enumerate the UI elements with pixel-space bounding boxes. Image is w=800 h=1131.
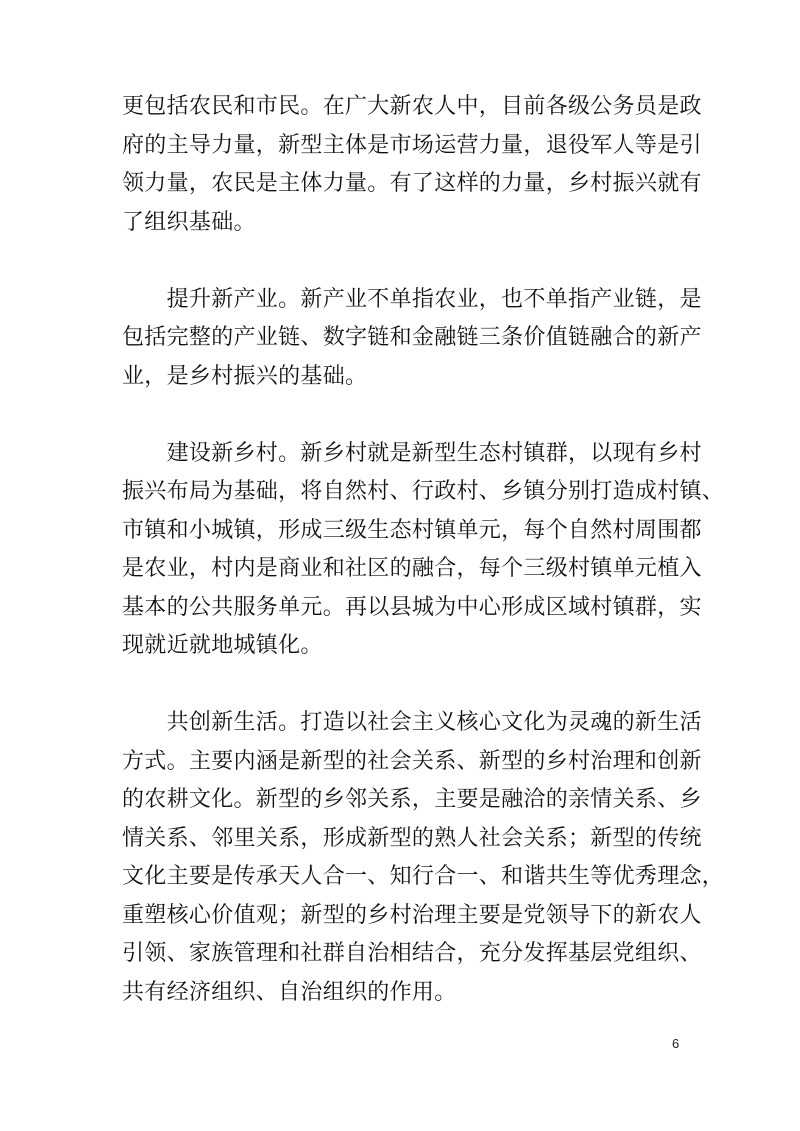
text-line: 情关系、邻里关系，形成新型的熟人社会关系；新型的传统 — [122, 825, 702, 851]
paragraph-spacer — [122, 242, 682, 281]
paragraph-2 — [122, 281, 702, 397]
text-line: 重塑核心价值观；新型的乡村治理主要是党领导下的新农人 — [122, 902, 702, 928]
text-line: 共有经济组织、自治组织的作用。 — [122, 979, 457, 1005]
text-line: 是农业，村内是商业和社区的融合，每个三级村镇单元植入 — [122, 556, 702, 581]
paragraph-spacer — [122, 396, 682, 435]
text-line: 领力量，农民是主体力量。有了这样的力量，乡村振兴就有 — [122, 171, 702, 196]
text-line: 建设新乡村。新乡村就是新型生态村镇群，以现有乡村 — [122, 440, 702, 466]
paragraph-4 — [122, 704, 725, 1012]
body-text — [122, 88, 725, 1012]
text-line: 基本的公共服务单元。再以县城为中心形成区域村镇群，实 — [122, 594, 702, 620]
text-line: 更包括农民和市民。在广大新农人中，目前各级公务员是政 — [122, 94, 702, 119]
text-line: 了组织基础。 — [122, 209, 256, 235]
text-line: 的农耕文化。新型的乡邻关系，主要是融洽的亲情关系、乡 — [122, 787, 702, 812]
text-line: 文化主要是传承天人合一、知行合一、和谐共生等优秀理念， — [122, 864, 725, 889]
text-line: 提升新产业。新产业不单指农业，也不单指产业链，是 — [122, 286, 702, 312]
text-line: 方式。主要内涵是新型的社会关系、新型的乡村治理和创新 — [122, 748, 702, 774]
text-line: 府的主导力量，新型主体是市场运营力量，退役军人等是引 — [122, 132, 702, 158]
text-line: 业，是乡村振兴的基础。 — [122, 363, 368, 389]
text-line: 引领、家族管理和社群自治相结合，充分发挥基层党组织、 — [122, 941, 702, 966]
text-line: 包括完整的产业链、数字链和金融链三条价值链融合的新产 — [122, 325, 702, 350]
paragraph-spacer — [122, 666, 682, 705]
text-line: 共创新生活。打造以社会主义核心文化为灵魂的新生活 — [122, 710, 702, 735]
paragraph-3 — [122, 435, 725, 666]
text-line: 现就近就地城镇化。 — [122, 633, 323, 658]
text-line: 市镇和小城镇，形成三级生态村镇单元，每个自然村周围都 — [122, 517, 702, 543]
paragraph-1 — [122, 88, 702, 242]
text-line: 振兴布局为基础，将自然村、行政村、乡镇分别打造成村镇、 — [122, 479, 725, 504]
page-number: 6 — [672, 1036, 680, 1051]
